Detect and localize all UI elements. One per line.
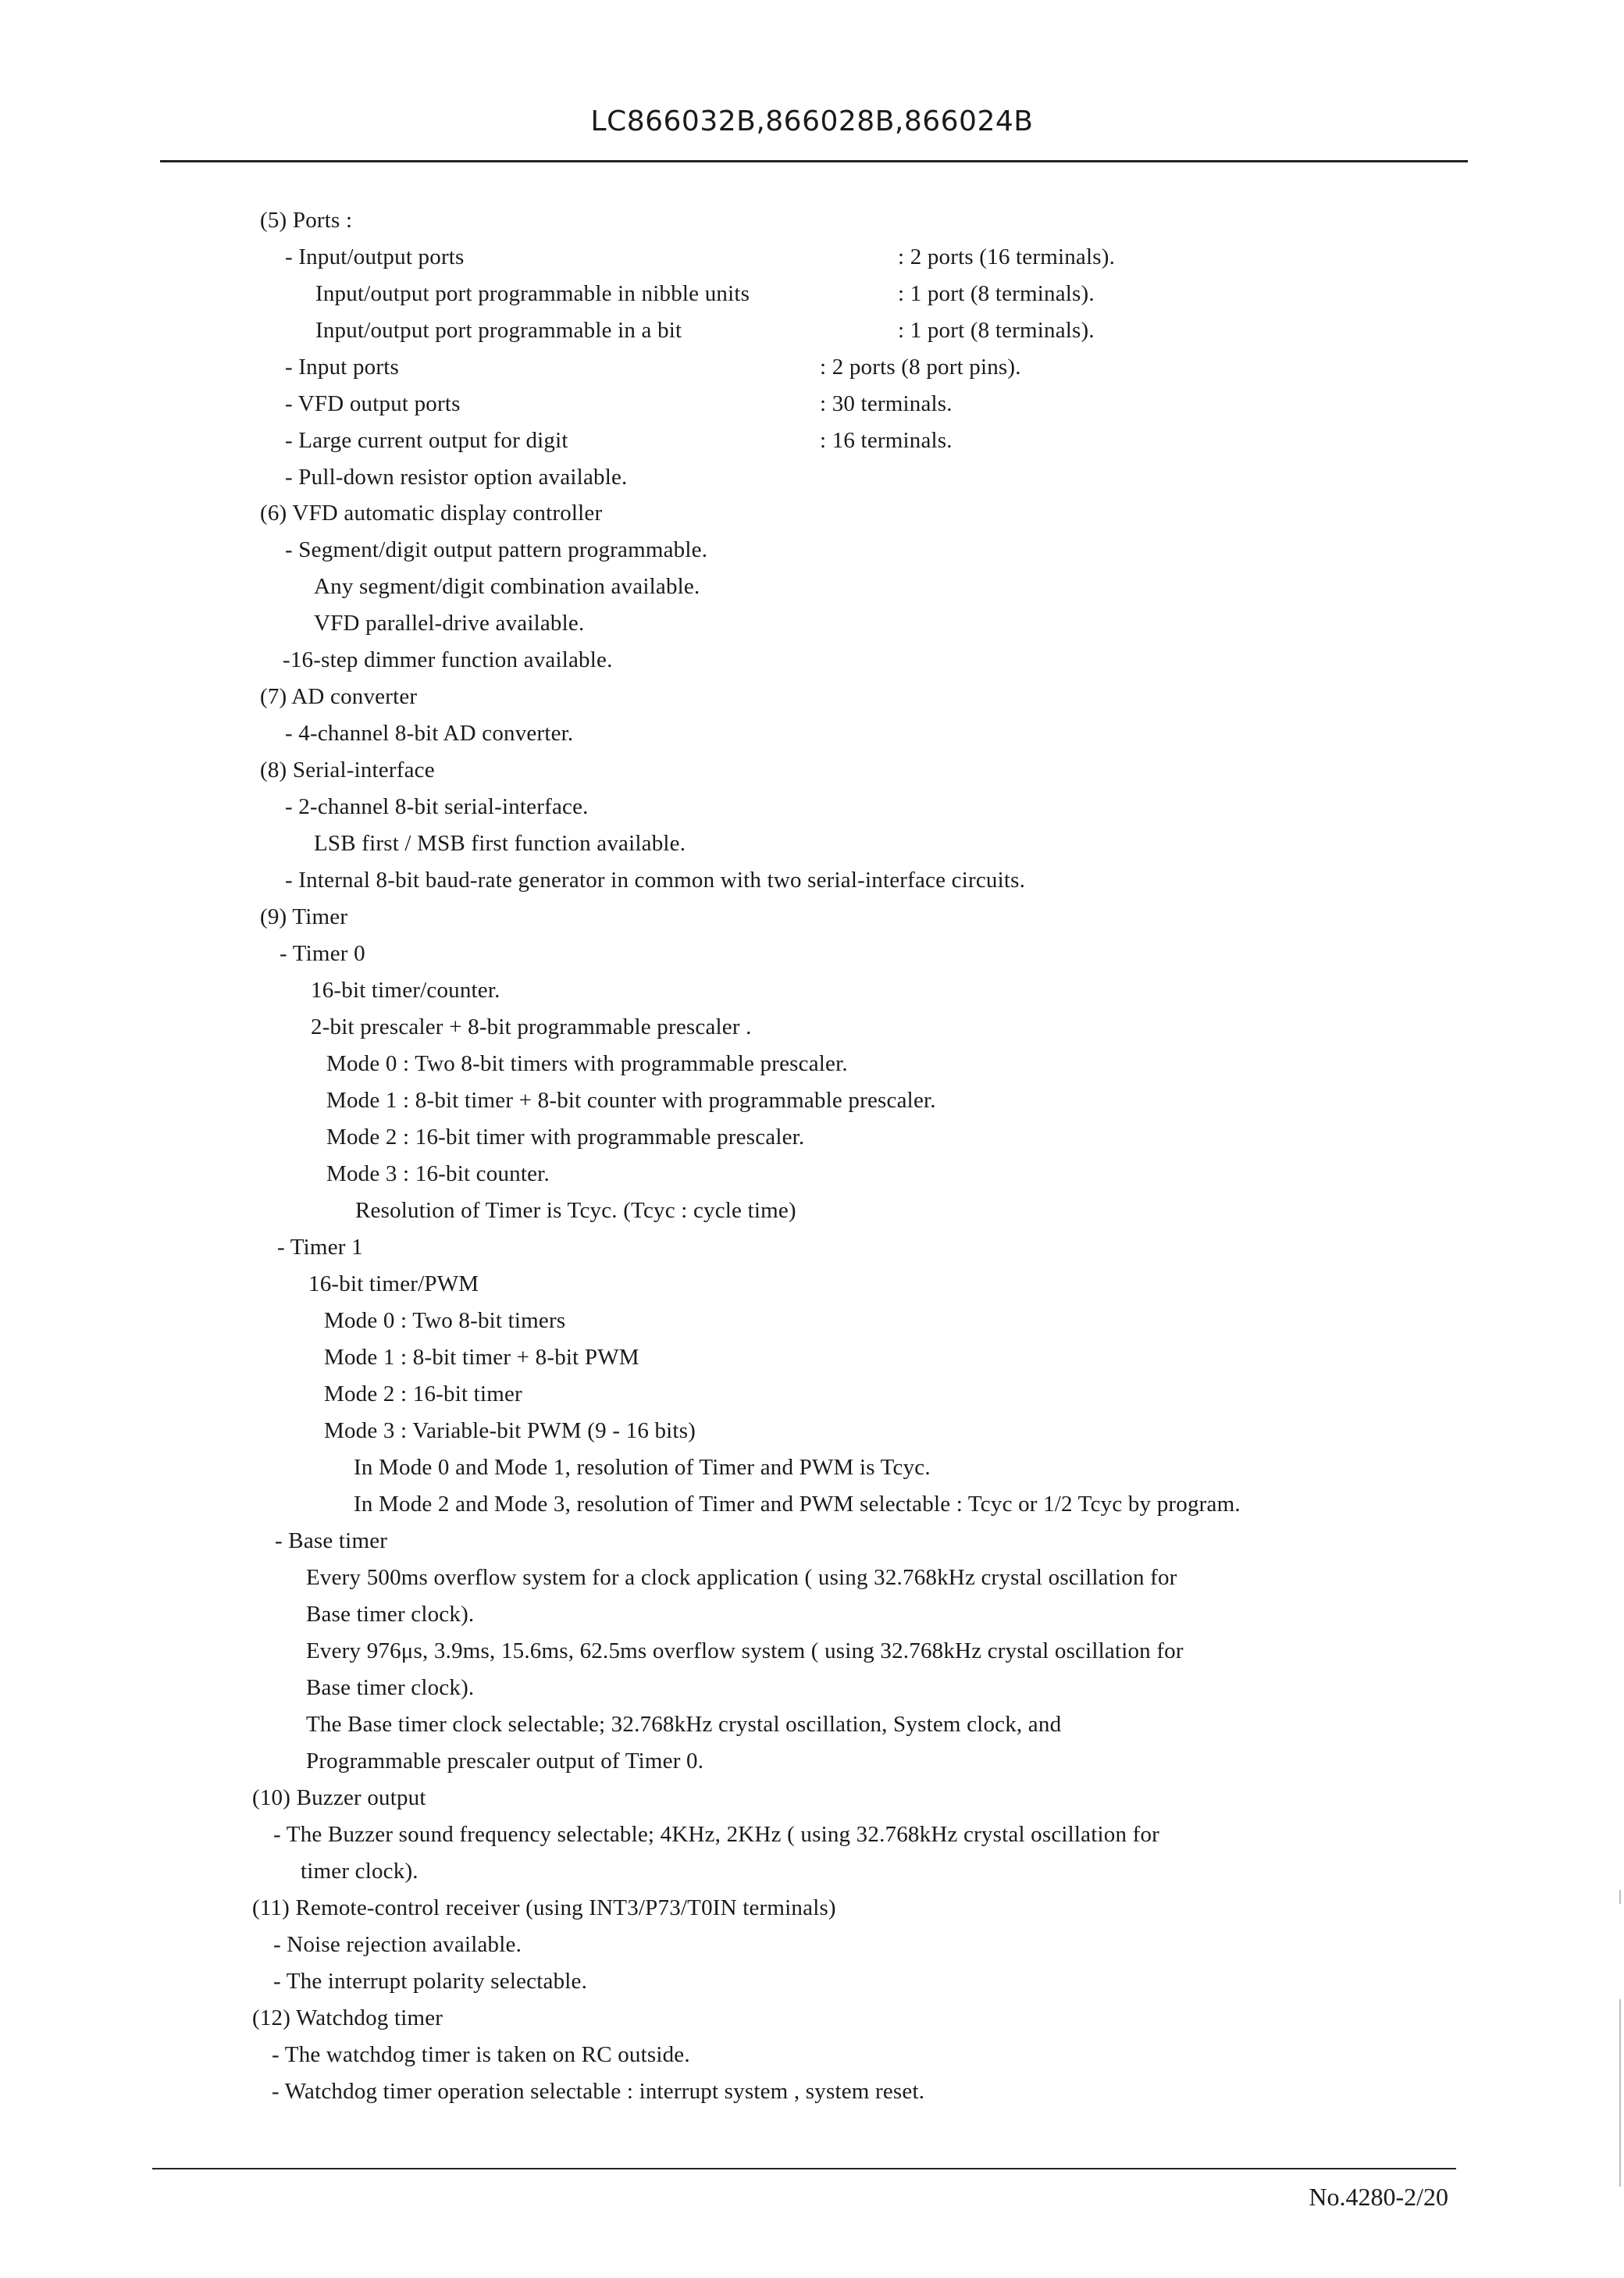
list-item: In Mode 2 and Mode 3, resolution of Timer and PWM selectable : Tcyc or 1/2 Tcyc by program. [354,1492,1241,1517]
list-item: - Input/output ports [285,244,465,269]
list-item: Mode 1 : 8-bit timer + 8-bit PWM [324,1345,639,1370]
list-item: Mode 0 : Two 8-bit timers [324,1308,566,1333]
list-item: - Timer 1 [277,1235,363,1260]
footer-rule [152,2168,1456,2169]
section-heading: (12) Watchdog timer [252,2005,443,2030]
list-item: Every 500ms overflow system for a clock application ( using 32.768kHz crystal oscillation for [306,1565,1177,1590]
list-item: Input/output port programmable in nibble units [315,281,750,306]
section-heading: (7) AD converter [260,684,418,709]
section-heading: (9) Timer [260,904,348,929]
list-item: Mode 0 : Two 8-bit timers with programmable prescaler. [326,1051,848,1076]
document-header-title: LC866032B,866028B,866024B [590,105,1034,137]
page-number: No.4280-2/20 [1309,2183,1448,2211]
header-rule [160,160,1468,162]
list-item: Base timer clock). [306,1675,475,1700]
list-item: Base timer clock). [306,1602,475,1627]
list-item: Every 976μs, 3.9ms, 15.6ms, 62.5ms overflow system ( using 32.768kHz crystal oscillation for [306,1638,1184,1663]
section-heading: (6) VFD automatic display controller [260,501,603,526]
list-item-value: : 2 ports (16 terminals). [898,244,1116,269]
section-heading: (5) Ports : [260,208,353,233]
list-item: - Large current output for digit [285,428,568,453]
list-item: Mode 2 : 16-bit timer with programmable prescaler. [326,1125,805,1150]
list-item: 2-bit prescaler + 8-bit programmable prescaler . [311,1014,752,1039]
list-item: - Segment/digit output pattern programmable. [285,537,708,562]
list-item: - 4-channel 8-bit AD converter. [285,721,574,746]
list-item: - Input ports [285,355,399,380]
list-item: - The watchdog timer is taken on RC outside. [272,2042,690,2067]
list-item: timer clock). [301,1859,418,1884]
list-item-value: : 16 terminals. [820,428,953,453]
list-item: - VFD output ports [285,391,461,416]
list-item: - Pull-down resistor option available. [285,465,628,490]
list-item: The Base timer clock selectable; 32.768kHz crystal oscillation, System clock, and [306,1712,1062,1737]
scan-artifact [1619,1999,1621,2187]
list-item-value: : 2 ports (8 port pins). [820,355,1021,380]
list-item: - Timer 0 [280,941,365,966]
list-item: - Watchdog timer operation selectable : interrupt system , system reset. [272,2079,925,2104]
list-item-value: : 30 terminals. [820,391,953,416]
list-item: - 2-channel 8-bit serial-interface. [285,794,589,819]
list-item: - The Buzzer sound frequency selectable; 4KHz, 2KHz ( using 32.768kHz crystal oscillation for [273,1822,1160,1847]
scan-artifact [1619,1890,1621,1904]
list-item: Mode 1 : 8-bit timer + 8-bit counter with programmable prescaler. [326,1088,936,1113]
list-item: Resolution of Timer is Tcyc. (Tcyc : cycle time) [355,1198,796,1223]
list-item: - Noise rejection available. [273,1932,522,1957]
list-item: - Internal 8-bit baud-rate generator in common with two serial-interface circuits. [285,868,1026,893]
section-heading: (10) Buzzer output [252,1785,426,1810]
list-item-value: : 1 port (8 terminals). [898,318,1095,343]
list-item: VFD parallel-drive available. [314,611,585,636]
list-item: -16-step dimmer function available. [283,647,613,672]
list-item: Mode 3 : Variable-bit PWM (9 - 16 bits) [324,1418,696,1443]
section-heading: (8) Serial-interface [260,758,435,783]
list-item-value: : 1 port (8 terminals). [898,281,1095,306]
list-item: 16-bit timer/PWM [308,1271,479,1296]
list-item: In Mode 0 and Mode 1, resolution of Timer and PWM is Tcyc. [354,1455,931,1480]
list-item: Mode 2 : 16-bit timer [324,1381,522,1406]
list-item: Any segment/digit combination available. [314,574,700,599]
list-item: 16-bit timer/counter. [311,978,500,1003]
list-item: - Base timer [275,1528,388,1553]
list-item: Input/output port programmable in a bit [315,318,682,343]
list-item: Programmable prescaler output of Timer 0. [306,1749,704,1774]
section-heading: (11) Remote-control receiver (using INT3/P73/T0IN terminals) [252,1895,836,1920]
list-item: Mode 3 : 16-bit counter. [326,1161,550,1186]
list-item: - The interrupt polarity selectable. [273,1969,588,1994]
list-item: LSB first / MSB first function available. [314,831,686,856]
